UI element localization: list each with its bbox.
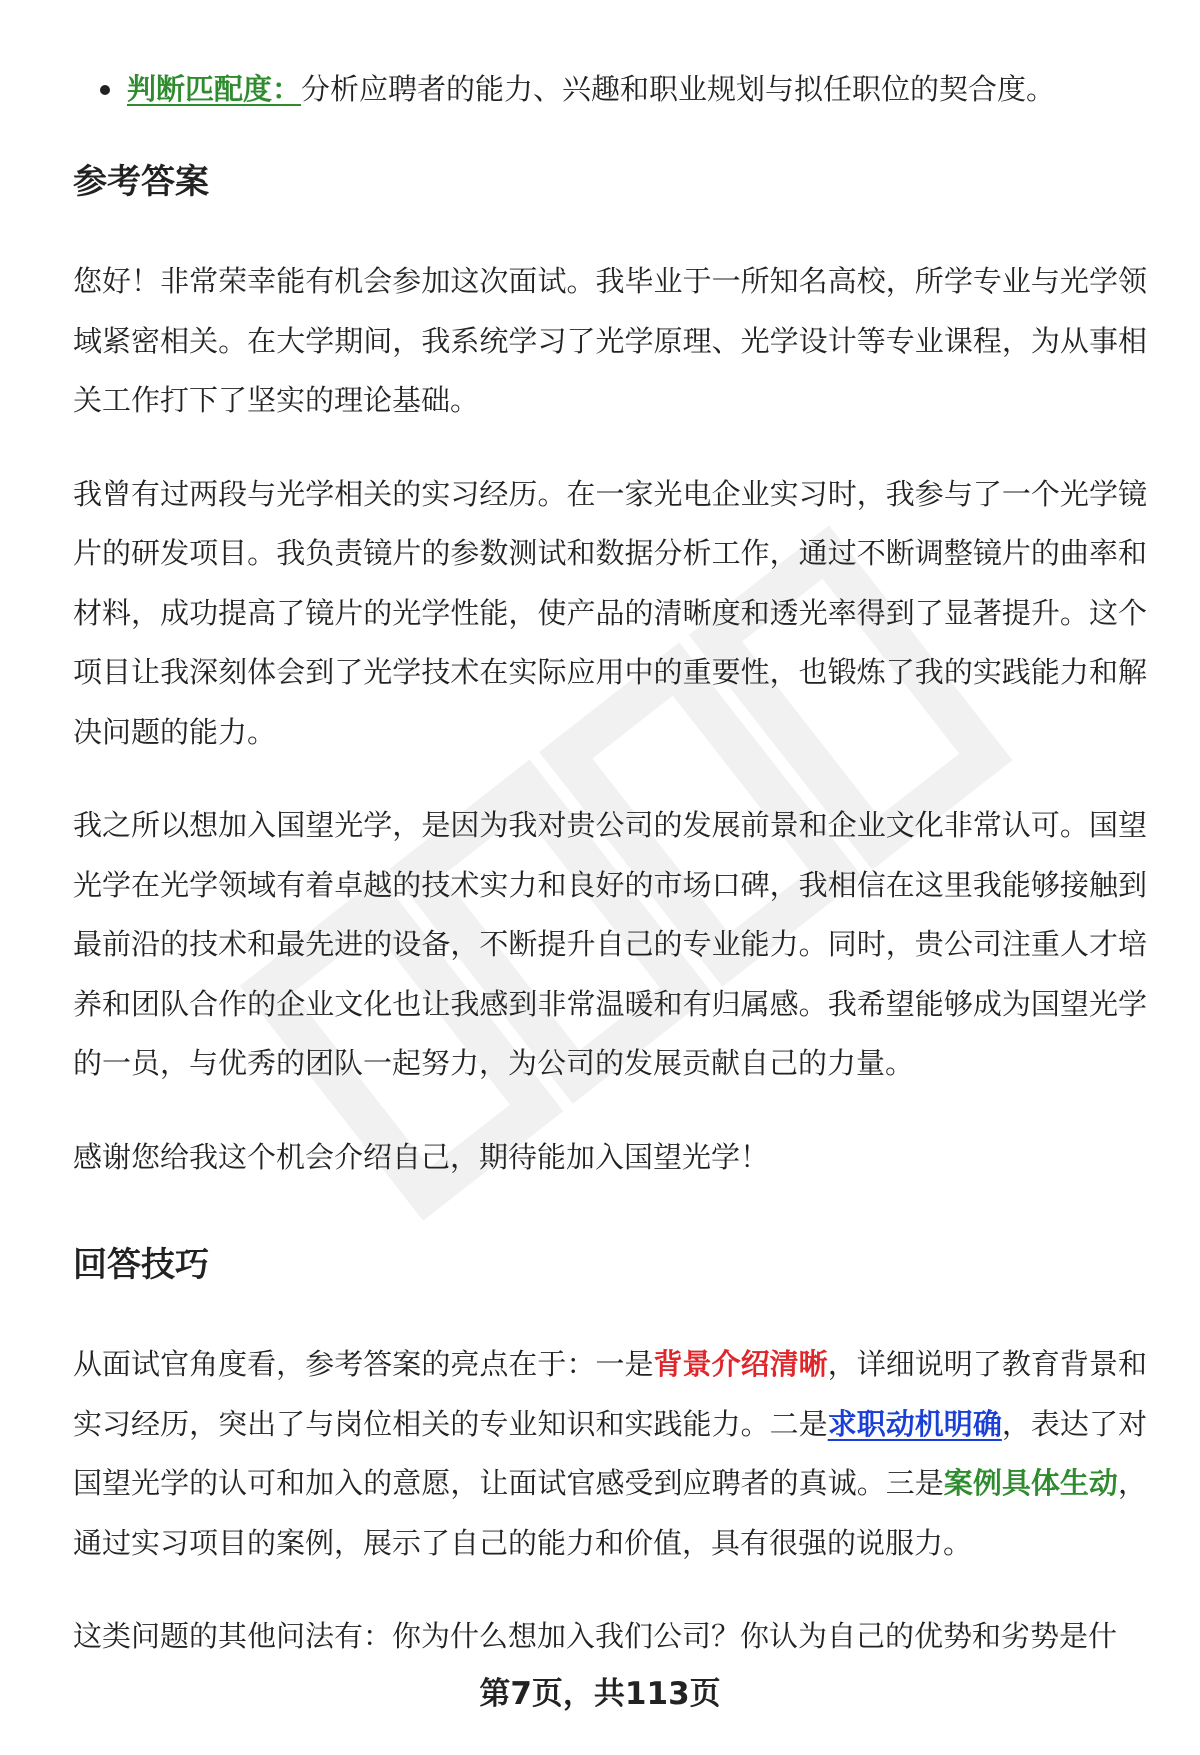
tips-text-d: ，通过实习项目的案例，展示了自己的能力和价值，具有很强的说服力。 <box>73 1466 1147 1560</box>
tips-heading: 回答技巧 <box>73 1245 209 1285</box>
tips-text-c: ，表达了对国望光学的认可和加入的意愿，让面试官感受到应聘者的真诚。三是 <box>73 1406 1147 1500</box>
document-page <box>73 60 1147 1701</box>
reference-answer-heading: 参考答案 <box>73 162 209 202</box>
tips-text-a: 从面试官角度看，参考答案的亮点在于：一是 <box>73 1347 654 1381</box>
tips-paragraph-1 <box>73 1335 1147 1573</box>
highlight-background: 背景介绍清晰 <box>653 1347 828 1381</box>
answer-paragraph-1: 您好！非常荣幸能有机会参加这次面试。我毕业于一所知名高校，所学专业与光学领域紧密相关。在大学期间，我系统学习了光学原理、光学设计等专业课程，为从事相关工作打下了坚实的理论基础。 <box>73 264 1147 417</box>
bullet-text: 分析应聘者的能力、兴趣和职业规划与拟任职位的契合度。 <box>301 72 1056 106</box>
highlight-case: 案例具体生动 <box>943 1466 1118 1500</box>
page-number: 第7页，共113页 <box>479 1676 721 1712</box>
highlight-motivation: 求职动机明确 <box>827 1406 1002 1441</box>
answer-paragraph-2: 我曾有过两段与光学相关的实习经历。在一家光电企业实习时，我参与了一个光学镜片的研发项目。我负责镜片的参数测试和数据分析工作，通过不断调整镜片的曲率和材料，成功提高了镜片的光学性能，使产品的清晰度和透光率得到了显著提升。这个项目让我深刻体会到了光学技术在实际应用中的重要性，也锻炼了我的实践能力和解决问题的能力。 <box>73 476 1147 749</box>
tips-text-b: ，详细说明了教育背景和实习经历，突出了与岗位相关的专业知识和实践能力。二是 <box>73 1347 1147 1441</box>
tips-paragraph-2: 这类问题的其他问法有：你为什么想加入我们公司？你认为自己的优势和劣势是什 <box>73 1619 1118 1653</box>
bullet-label: 判断匹配度： <box>127 72 302 106</box>
answer-paragraph-4: 感谢您给我这个机会介绍自己，期待能加入国望光学！ <box>73 1139 770 1174</box>
bullet-dot-icon <box>100 85 110 95</box>
answer-paragraph-3: 我之所以想加入国望光学，是因为我对贵公司的发展前景和企业文化非常认可。国望光学在光学领域有着卓越的技术实力和良好的市场口碑，我相信在这里我能够接触到最前沿的技术和最先进的设备，不断提升自己的专业能力。同时，贵公司注重人才培养和团队合作的企业文化也让我感到非常温暖和有归属感。我希望能够成为国望光学的一员，与优秀的团队一起努力，为公司的发展贡献自己的力量。 <box>73 808 1147 1080</box>
bullet-item <box>73 60 1147 118</box>
